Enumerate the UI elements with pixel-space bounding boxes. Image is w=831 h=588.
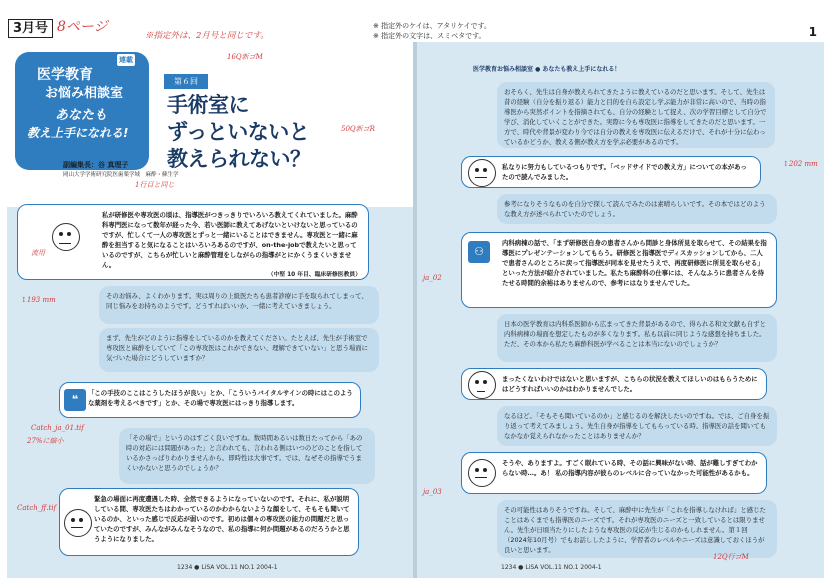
right-para-3: 日本の医学教育は内科系医師から広まってきた背景があるので、得られる和文文献も自ずと内科病棟の場面を想定したものが多くなります。私も以前に同じような感想を持ちました。ただ、その本から私たち麻酔科医が学べることは本当にないのでしょうか？ xyxy=(497,314,777,362)
answer-para-3 xyxy=(119,428,375,484)
red-note-font-1: 16Q新ゴM xyxy=(227,53,263,61)
worried-face-icon xyxy=(52,223,80,251)
neutral-face-icon xyxy=(468,159,496,187)
page-number: 1 xyxy=(808,25,817,39)
sad-face-icon xyxy=(64,509,92,537)
author-affiliation: 岡山大学学術研究院医歯薬学域 麻酔・蘇生学 xyxy=(63,172,179,178)
series-badge xyxy=(15,52,149,170)
print-note-1: ※ 指定外のケイは、アタリケイです。 xyxy=(373,22,491,30)
question-text-3: 緊急の場面に再度遭遇した時、全然できるようになっていないのです。それに、私が説明している間、専攻医たちはわかっているのかわからないような顔をして、そもそも聞いているのか、といった感じで反応が弱いのです。初めは個々の専攻医の能力の問題だと思っていたのですが、みんながみんなそうなので、私の指導に何か問題があるのだろうかと思うようになりました。 xyxy=(94,495,350,543)
print-note-2: ※ 指定外の文字は、スミベタです。 xyxy=(373,32,486,40)
red-note-catch-2: Catch_ff.tif xyxy=(17,504,57,512)
left-footer: 1234 ● LiSA VOL.11 NO.1 2004-1 xyxy=(177,564,278,571)
question-tag: （中堅 10 年目、臨床研修医教員） xyxy=(267,272,361,278)
red-note-height: ↕193 mm xyxy=(21,296,56,304)
question-text-1: 私が研修医や専攻医の頃は、指導医がつきっきりでいろいろ教えてくれていました。麻酔科専門医になって数年が経った今、若い医師に教えてあげないといけないと思っているのですが、忙しくて一人の専攻医とずっと一緒にいることはできません。専攻医と一緒に麻酔を担当すると気になることはいろいろあるのですが、on-the-jobで教えたいと思っているのですが、こちらが忙しいと麻酔管理をしながらの指導がとにかくうまくいきません。 xyxy=(102,211,358,269)
title-line-2: ずっといないと xyxy=(167,120,310,144)
author: 副編集長：谷 真理子 xyxy=(63,161,129,169)
answer-para-1: そのお悩み、よくわかります。実は周りの上級医たちも患者診療に手を取られてしまって、同じ悩みをお持ちのようです。どうすればいいか、一緒に考えていきましょう。 xyxy=(99,286,379,324)
question-bubble-2 xyxy=(59,382,361,418)
right-running-head: 医学教育お悩み相談室 ● あなたも教え上手になれる！ xyxy=(473,66,621,73)
issue-label: 3月号 xyxy=(8,19,53,38)
right-para-1: おそらく、先生は自身が教えられてきたように教えているのだと思います。そして、先生は昔の経験（自分を振り返る）能力と目的を自ら設定し学ぶ能力が非常に高いので、当時の指導医から突然ポイントを指摘されても、自分の経験として捉え、次の学習目標として自分で学び、消化していくことができた。実際に今も専攻医に指導をしてきたのだと思います。一方で、時代や背景が変わり今では自分の教えを専攻医に伝えるだけで、それが十分に伝わっているかどうか、教える側が教え方を学ぶ必要があるのです。 xyxy=(497,82,775,148)
top-red-note: ※指定外は、2月号と同じです。 xyxy=(145,31,269,41)
red-note-catch-1: Catch_ja_01.tif xyxy=(31,424,84,432)
print-notes xyxy=(373,21,491,41)
right-question-4 xyxy=(461,452,767,494)
red-note-font-2: 50Q新ゴR xyxy=(341,125,375,133)
red-note-ja02: ja_02 xyxy=(423,274,442,282)
right-question-text-3: まったくないわけではないと思いますが、こちらの状況を教えてほしいのはもらうためにはどうすればいいのかはわかりませんでした。 xyxy=(502,375,758,393)
red-note-ja03: ja_03 xyxy=(423,488,442,496)
answer-text-3: 「その場で」というのはすごく良いですね。数時間あるいは数日たってから「あの時の対応には問題があった」と言われても、言われる側はいつのどのことを指しているかさっぱりわかりませんから。即時性は大事です。では、なぜその指導でうまくいかないと思うのでしょうか？ xyxy=(126,434,363,472)
right-question-3 xyxy=(461,368,767,400)
right-footer: 1234 ● LiSA VOL.11 NO.1 2004-1 xyxy=(501,564,602,571)
red-note-reuse: 流用 xyxy=(31,249,45,257)
series-title-4: 教え上手になれる! xyxy=(27,126,129,140)
question-bubble-1 xyxy=(17,204,369,280)
round-label: 第６回 xyxy=(164,74,208,89)
series-title-3: あなたも xyxy=(55,108,108,123)
series-title-1: 医学教育 xyxy=(37,67,93,83)
right-para-5: その可能性はありそうですね。そして、麻酔中に先生が「これを指導しなければ」と感じたことはあくまでも指導医のニーズです。それが専攻医のニーズと一致しているとは限りません。先生が日頃当たりにしたような専攻医の反応が生じるのかもしれません。第１回（2024年10月号）でもお話ししたように、学習者のレベルやニーズは意識しておくほうが良いと思います。 xyxy=(497,500,777,558)
answer-para-2: まず、先生がどのように指導をしているのかを教えてください。たとえば、先生が手術室で専攻医と麻酔をしていて「この専攻医はこれができない、理解できていない」と思う場面に気づいた場合にどうしていますか？ xyxy=(99,328,379,372)
top-bar xyxy=(0,0,831,44)
question-text-2: 「この手技のここはこうしたほうが良い」とか、「こういうバイタルサインの時にはこのような薬剤を考えるべきです」とか、その場で専攻医にはっきり指導します。 xyxy=(88,389,353,407)
red-note-scale: 27%に縮小 xyxy=(27,437,64,445)
right-question-text-4: そうや、ありますよ。すごく眠れている時、その話に興味がない時、話が難しすぎてわからない時…。あ！ 私の指導内容が彼らのレベルに合っていなかった可能性があるかも。 xyxy=(502,459,758,477)
speech-icon: ❝ xyxy=(64,389,86,411)
question-bubble-3 xyxy=(59,488,359,556)
handwritten-page: 8ページ xyxy=(57,19,108,35)
series-title-2: お悩み相談室 xyxy=(45,86,124,101)
red-note-same: 1行目と同じ xyxy=(135,181,175,189)
thinking-face-icon xyxy=(468,371,496,399)
right-para-4: なるほど。「そもそも聞いているのか」と感じるのを解決したいのですね。では、ご自身を振り返って考えてみましょう。先生自身が指導をしてもらっている時、指導医の話を聞いてもなかなか覚えられなかったことはありませんか？ xyxy=(497,406,777,446)
right-page xyxy=(417,42,824,578)
article-title xyxy=(167,92,311,173)
right-para-2: 参考になりそうなものを自分で探して読んでみたのは素晴らしいです。その本ではどのような教え方が述べられていたのでしょう。 xyxy=(497,194,777,224)
red-note-font-r: 12Q行ゴM xyxy=(713,553,749,561)
right-question-text-2: 内科病棟の話で、「まず研修医自身の患者さんから問診と身体所見を取らせて、その結果を指導医にプレゼンテーションしてもらう。研修医と指導医でディスカッションしてから、二人で患者さんのところに戻って指導医が同本を見せたうえで、再度研修医に所見を取らせる」といった方法が紹介されていました。私たち麻酔科の仕事には、そんなふうに患者さんを待たせる時間的余裕はありませんので、参考にはなりませんでした。 xyxy=(502,239,767,287)
right-question-1 xyxy=(461,156,761,188)
right-question-text-1: 私なりに努力もしているつもりです。「ベッドサイドでの教え方」についての本があったので読んでみました。 xyxy=(502,163,747,181)
red-note-height-r: ↕202 mm xyxy=(783,160,818,168)
frustrated-face-icon xyxy=(468,459,496,487)
right-question-2 xyxy=(461,232,777,308)
meeting-icon: ⚇ xyxy=(468,241,490,263)
title-line-1: 手術室に xyxy=(167,93,249,117)
left-page xyxy=(7,42,413,578)
series-tag: 連載 xyxy=(119,56,133,64)
left-header xyxy=(7,42,413,207)
title-line-3: 教えられない？ xyxy=(167,147,311,171)
